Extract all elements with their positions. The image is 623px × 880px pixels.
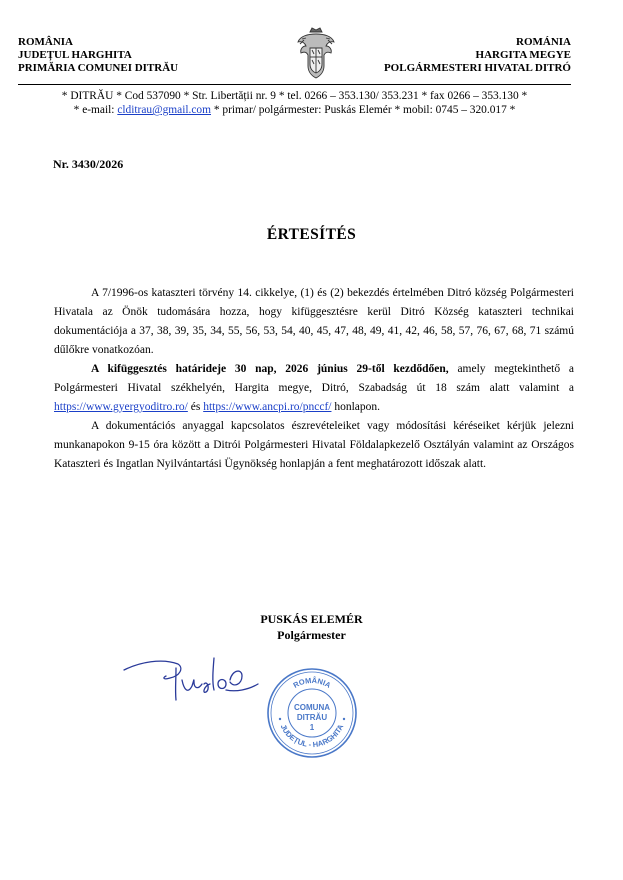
contact-mayor-mobile: * primar/ polgármester: Puskás Elemér * mobil: 0745 – 320.017 * (211, 104, 516, 116)
official-stamp (266, 667, 358, 759)
document-title: ÉRTESÍTÉS (266, 226, 357, 243)
contact-line-address: * DITRĂU * Cod 537090 * Str. Libertății nr. 9 * tel. 0266 – 353.130/ 353.231 * fax 0266 – 353.130 * (61, 90, 528, 102)
paragraph-2-text: amely megtekinthető a Polgármesteri Hivatal székhelyén, Hargita megye, Ditró, Szabadság út 18 szám alatt valamint a (54, 363, 574, 394)
contact-info (18, 89, 571, 117)
paragraph-2-conjunction: és (187, 401, 204, 413)
signatory-name: PUSKÁS ELEMÉR (260, 612, 363, 626)
header-left (18, 36, 178, 75)
seal-center-line3: 1 (309, 723, 315, 732)
document-number: Nr. 3430/2026 (53, 157, 124, 171)
header-right-country: ROMÁNIA (516, 36, 571, 48)
header-left-county: JUDEȚUL HARGHITA (18, 49, 132, 61)
header-right (384, 36, 571, 75)
document-body (54, 284, 574, 474)
header-left-office: PRIMĂRIA COMUNEI DITRĂU (18, 62, 179, 74)
paragraph-2 (54, 360, 574, 417)
header-divider (18, 84, 571, 85)
deadline-text: A kifüggesztés határideje 30 nap, 2026 június 29-től kezdődően, (91, 363, 449, 375)
seal-top-text: ROMÂNIA (291, 675, 333, 690)
contact-line-email (18, 103, 571, 117)
seal-center-line1: COMUNA (294, 703, 330, 712)
handwritten-signature (118, 650, 278, 710)
coat-of-arms-icon (296, 26, 336, 80)
seal-bottom-text: JUDEȚUL - HARGHITA (278, 722, 346, 750)
header-left-country: ROMÂNIA (18, 36, 73, 48)
website-link-gyergyoditro[interactable]: https://www.gyergyoditro.ro/ (54, 401, 188, 413)
header-right-office: POLGÁRMESTERI HIVATAL DITRÓ (383, 62, 571, 74)
paragraph-1: A 7/1996-os kataszteri törvény 14. cikkelye, (1) és (2) bekezdés értelmében Ditró község Polgármesteri Hivatala az Önök tudomására hozza, hogy kifüggesztésre kerül Ditró Község kataszteri technikai dokumentációja a 37, 38, 39, 35, 34, 55, 56, 53, 54, 40, 45, 47, 48, 49, 41, 42, 46, 58, 57, 76, 67, 68, 71 számú dűlőkre vonatkozóan. (54, 287, 574, 356)
seal-center-line2: DITRĂU (296, 713, 328, 722)
website-link-ancpi[interactable]: https://www.ancpi.ro/pnccf/ (203, 401, 332, 413)
paragraph-3: A dokumentációs anyaggal kapcsolatos észrevételeiket vagy módosítási kéréseiket kérjük jelezni munkanapokon 9-15 óra között a Ditrói Polgármesteri Hivatal Földalapkezelő Osztályán valamint az Országos Kataszteri és Ingatlan Nyilvántartási Ügynökség honlapján a fent meghatározott időszak alatt. (54, 420, 574, 470)
header-right-county: HARGITA MEGYE (475, 49, 571, 61)
email-link[interactable]: clditrau@gmail.com (117, 104, 211, 116)
signatory-title: Polgármester (277, 628, 346, 642)
paragraph-2-end: honlapon. (331, 401, 381, 413)
contact-email-prefix: * e-mail: (73, 104, 118, 116)
